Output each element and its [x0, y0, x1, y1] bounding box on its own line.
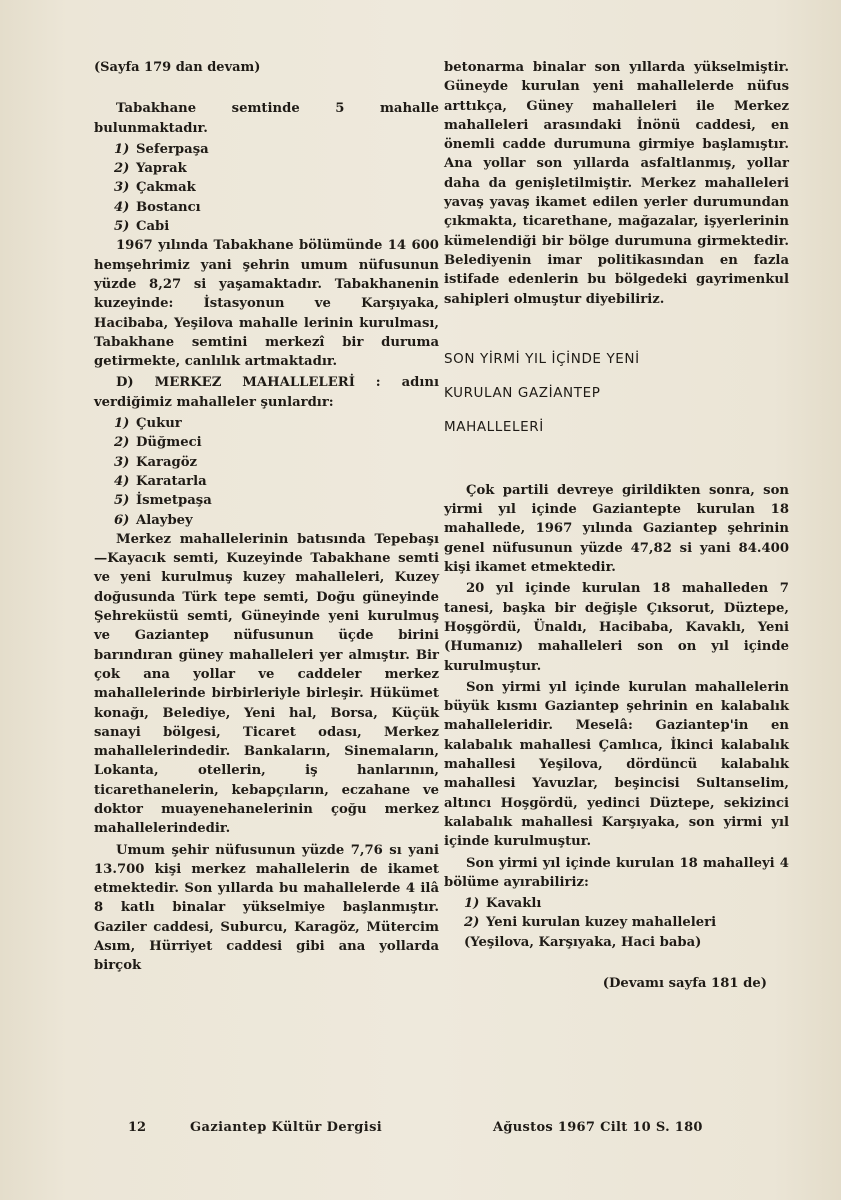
- twenty-years-paragraph: 20 yıl içinde kurulan 18 mahalleden 7 tanesi, başka bir değişle Çıksorut, Düztepe, Hoşgördü, Ünaldı, Hacibaba, Kavaklı, Yeni (Humanız) mahalleleri son on yıl içinde kurulmuştur.: [444, 581, 789, 674]
- concrete-buildings-paragraph: betonarma binalar son yıllarda yükselmiştir. Güneyde kurulan yeni mahallelerde nüfus arttıkça, Güney mahalleleri ile Merkez mahalleleri arasındaki İnönü caddesi, en önemli cadde durumuna girmiye başlamıştır. Ana yollar son yıllarda asfaltlanmış, yollar daha da genişletilmiştir. Merkez mahalleleri yavaş yavaş ikamet edilen yerler durumundan çıkmakta, ticarethane, mağazalar, işyerlerinin kümelendiği bir bölge durumuna girmektedir. Belediyenin imar politikasından en fazla istifade edenlerin bu bölgedeki gayrimenkul sahipleri olmuştur diyebiliriz.: [444, 60, 789, 307]
- list-item: 4) Bostancı: [114, 199, 201, 215]
- list-item: 1) Çukur: [114, 416, 182, 432]
- left-column: [94, 58, 439, 978]
- magazine-title: Gaziantep Kültür Dergisi: [190, 1120, 383, 1135]
- merkez-heading-paragraph: D) MERKEZ MAHALLELERİ : adını verdiğimiz mahalleler şunlardır:: [94, 375, 439, 410]
- list-item: 2) Düğmeci: [114, 435, 202, 451]
- continued-on-note: (Devamı sayfa 181 de): [602, 975, 767, 991]
- continued-from-note: (Sayfa 179 dan devam): [94, 60, 261, 75]
- tabakhane-population-paragraph: 1967 yılında Tabakhane bölümünde 14 600 hemşehrimiz yani şehrin umum nüfusunun yüzde 8,27 si yaşamaktadır. Tabakhanenin kuzeyinde: İstasyonun ve Karşıyaka, Hacibaba, Yeşilova mahalle lerinin kurulması, Tabakhane semtini merkezî bir duruma getirmekte, canlılık artmaktadır.: [94, 238, 439, 370]
- right-column: [444, 58, 789, 995]
- list-item: 6) Alaybey: [114, 512, 193, 528]
- merkez-neighborhood-list: [114, 414, 439, 530]
- crowded-neighborhoods-paragraph: Son yirmi yıl içinde kurulan mahallelerin büyük kısmı Gaziantep şehrinin en kalabalık mahalleleridir. Meselâ: Gaziantep'in en kalabalık mahallesi Çamlıca, İkinci kalabalık mahallesi Yeşilova, dördüncü kalabalık mahallesi Yavuzlar, beşincisi Sultanselim, altıncı Hoşgördü, yedinci Düztepe, sekizinci kalabalık mahallesi Karşıyaka, son yirmi yıl içinde kurulmuştur.: [444, 679, 789, 850]
- tabakhane-intro: Tabakhane semtinde 5 mahalle bulunmaktadır.: [94, 101, 439, 136]
- list-item: 3) Karagöz: [114, 454, 198, 470]
- list-item: 1) Seferpaşa: [114, 141, 209, 157]
- issue-date: Ağustos 1967 Cilt 10 S. 180: [493, 1120, 703, 1135]
- section-title-line-1: SON YİRMİ YIL İÇİNDE YENİ: [444, 350, 640, 367]
- merkez-surroundings-paragraph: Merkez mahallelerinin batısında Tepebaşı—Kayacık semti, Kuzeyinde Tabakhane semti ve yeni kurulmuş kuzey mahalleleri, Kuzey doğusunda Türk tepe semti, Doğu güneyinde Şehreküstü semti, Güneyinde yeni kurulmuş ve Gaziantep nüfusunun üçde birini barındıran güney mahalleleri yer almıştır. Bir çok ana yollar ve caddeler merkez mahallelerinde birbirleriyle birleşir. Hükümet konağı, Belediye, Yeni hal, Borsa, Küçük sanayi bölgesi, Ticaret odası, Merkez mahallelerindedir. Bankaların, Sinemaların, Lokanta, otellerin, iş hanlarının, ticarethanelerin, kebapçıların, eczahane ve doktor muayenehanelerinin çoğu merkez mahallelerindedir.: [94, 531, 439, 837]
- list-item: 2) Yeni kurulan kuzey mahalleleri (Yeşilova, Karşıyaka, Haci baba): [464, 915, 717, 950]
- list-item: 1) Kavaklı: [464, 896, 542, 912]
- list-item: 4) Karatarla: [114, 473, 207, 489]
- tabakhane-neighborhood-list: [114, 140, 439, 236]
- section-title-line-3: MAHALLELERİ: [444, 418, 544, 435]
- list-item: 5) Cabi: [114, 219, 170, 235]
- list-item: 5) İsmetpaşa: [114, 493, 212, 509]
- list-item: 3) Çakmak: [114, 180, 196, 196]
- four-sections-paragraph: Son yirmi yıl içinde kurulan 18 mahalleyi 4 bölüme ayırabiliriz:: [444, 855, 789, 890]
- merkez-population-paragraph: Umum şehir nüfusunun yüzde 7,76 sı yani 13.700 kişi merkez mahallelerin de ikamet etmektedir. Son yıllarda bu mahallelerde 4 ilâ 8 katlı binalar yükselmiye başlanmıştır. Gaziler caddesi, Suburcu, Karagöz, Mütercim Asım, Hürriyet caddesi gibi ana yollarda birçok: [94, 842, 439, 974]
- section-list: [464, 894, 789, 952]
- page-number: 12: [128, 1120, 147, 1135]
- multi-party-paragraph: Çok partili devreye girildikten sonra, son yirmi yıl içinde Gaziantepte kurulan 18 mahallede, 1967 yılında Gaziantep şehrinin genel nüfusunun yüzde 47,82 si yani 84.400 kişi ikamet etmektedir.: [444, 482, 789, 576]
- section-title-line-2: KURULAN GAZİANTEP: [444, 384, 601, 401]
- list-item: 2) Yaprak: [114, 161, 187, 177]
